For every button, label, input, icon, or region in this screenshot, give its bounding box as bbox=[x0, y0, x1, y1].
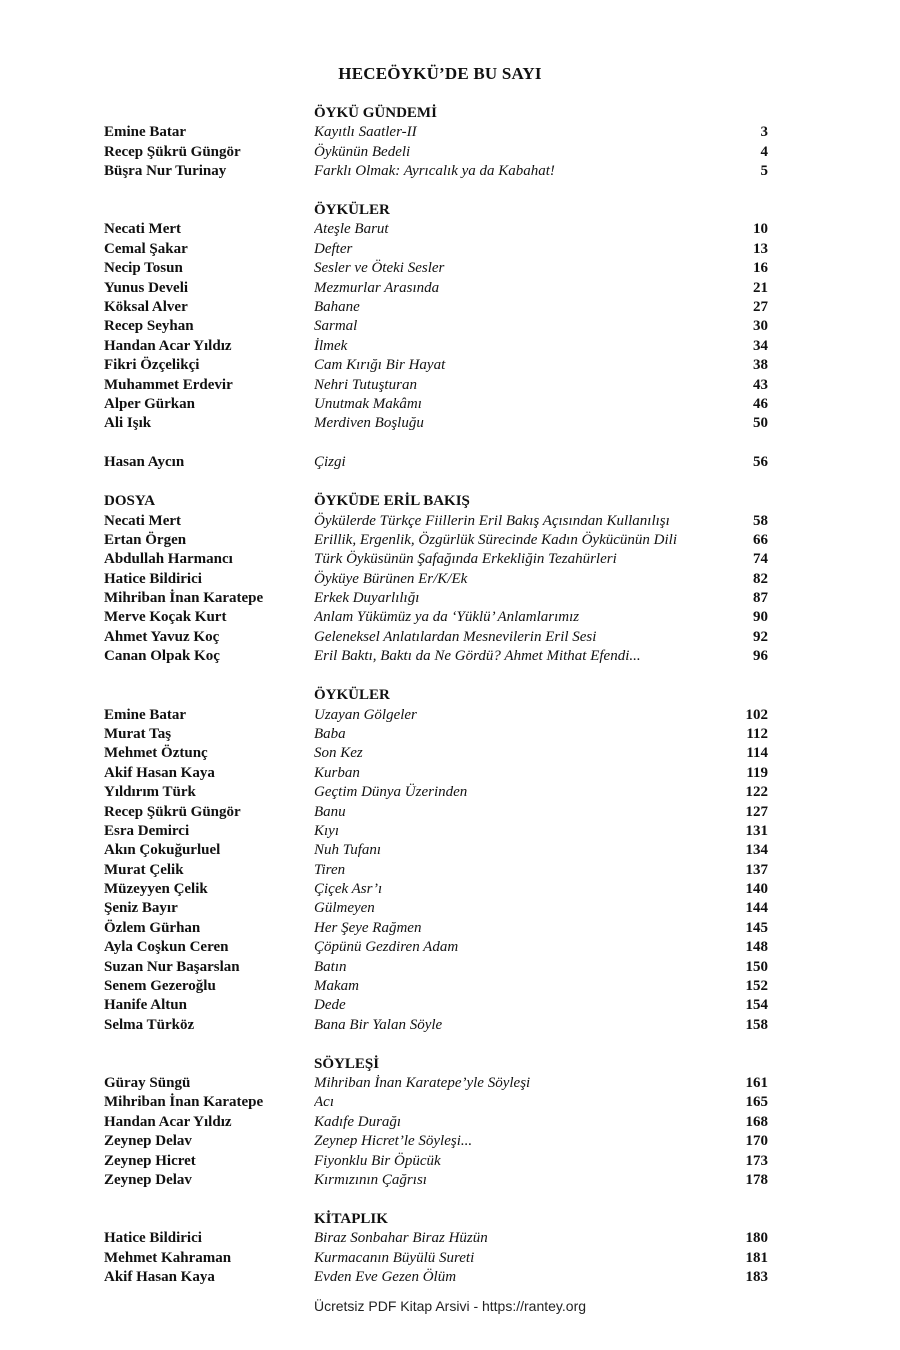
entry-author: Müzeyyen Çelik bbox=[104, 881, 208, 898]
section-heading: ÖYKÜDE ERİL BAKIŞ bbox=[314, 493, 470, 510]
entry-page: 181 bbox=[745, 1249, 768, 1266]
entry-title: Anlam Yükümüz ya da ‘Yüklü’ Anlamlarımız bbox=[314, 609, 580, 626]
entry-page: 58 bbox=[753, 512, 768, 529]
entry-title: Kurban bbox=[314, 764, 360, 781]
entry-page: 87 bbox=[753, 590, 768, 607]
entry-page: 168 bbox=[745, 1113, 768, 1130]
toc-section bbox=[104, 1210, 768, 1288]
entry-author: Hatice Bildirici bbox=[104, 1230, 202, 1247]
entry-page: 148 bbox=[745, 939, 768, 956]
toc-entry bbox=[104, 764, 768, 783]
entry-title: Acı bbox=[314, 1094, 334, 1111]
entry-page: 96 bbox=[753, 648, 768, 665]
toc-section bbox=[104, 686, 768, 1035]
entry-title: Öykülerde Türkçe Fiillerin Eril Bakış Açısından Kullanılışı bbox=[314, 512, 670, 529]
toc-entry bbox=[104, 1152, 768, 1171]
entry-author: Merve Koçak Kurt bbox=[104, 609, 227, 626]
toc-entry bbox=[104, 822, 768, 841]
entry-page: 50 bbox=[753, 415, 768, 432]
entry-page: 5 bbox=[760, 163, 768, 180]
section-heading-row bbox=[104, 201, 768, 220]
entry-title: Tiren bbox=[314, 861, 346, 878]
section-heading-row bbox=[104, 1055, 768, 1074]
entry-page: 161 bbox=[745, 1075, 768, 1092]
entry-page: 122 bbox=[745, 784, 768, 801]
entry-title: Sarmal bbox=[314, 318, 358, 335]
toc-entry bbox=[104, 880, 768, 899]
toc-entry bbox=[104, 1074, 768, 1093]
entry-author: Murat Taş bbox=[104, 725, 172, 742]
entry-title: Ateşle Barut bbox=[314, 221, 389, 238]
entry-page: 152 bbox=[745, 978, 768, 995]
toc-entry bbox=[104, 531, 768, 550]
entry-page: 178 bbox=[745, 1172, 768, 1189]
toc-entry bbox=[104, 1016, 768, 1035]
entry-title: Geçtim Dünya Üzerinden bbox=[314, 784, 468, 801]
toc-entry bbox=[104, 317, 768, 336]
section-label bbox=[104, 201, 314, 220]
section-heading: ÖYKÜLER bbox=[314, 202, 390, 219]
entry-title: İlmek bbox=[314, 337, 348, 354]
toc-entry bbox=[104, 356, 768, 375]
toc-entry bbox=[104, 744, 768, 763]
entry-author: Necati Mert bbox=[104, 221, 182, 238]
entry-title: Dede bbox=[314, 997, 346, 1014]
entry-title: Unutmak Makâmı bbox=[314, 395, 422, 412]
toc-entry bbox=[104, 143, 768, 162]
entry-author: Zeynep Delav bbox=[104, 1133, 192, 1150]
entry-title: Mihriban İnan Karatepe’yle Söyleşi bbox=[314, 1075, 531, 1092]
toc-entry bbox=[104, 453, 768, 472]
entry-title: Farklı Olmak: Ayrıcalık ya da Kabahat! bbox=[314, 163, 555, 180]
entry-author: Recep Seyhan bbox=[104, 318, 194, 335]
entry-author: Emine Batar bbox=[104, 124, 187, 141]
entry-page: 102 bbox=[745, 706, 768, 723]
toc-entry bbox=[104, 647, 768, 666]
entry-title: Kadıfe Durağı bbox=[314, 1113, 402, 1130]
toc-entry bbox=[104, 841, 768, 860]
entry-page: 173 bbox=[745, 1152, 768, 1169]
entry-author: Akın Çokuğurluel bbox=[104, 842, 221, 859]
entry-page: 134 bbox=[745, 842, 768, 859]
toc-entry bbox=[104, 162, 768, 181]
toc-entry bbox=[104, 337, 768, 356]
entry-title: Defter bbox=[314, 240, 353, 257]
entry-author: Suzan Nur Başarslan bbox=[104, 958, 240, 975]
entry-author: Ertan Örgen bbox=[104, 531, 187, 548]
toc-entry bbox=[104, 395, 768, 414]
toc-entry bbox=[104, 996, 768, 1015]
entry-page: 56 bbox=[753, 454, 768, 471]
entry-page: 144 bbox=[745, 900, 768, 917]
toc-entry bbox=[104, 1132, 768, 1151]
toc-entry bbox=[104, 550, 768, 569]
toc-entry bbox=[104, 803, 768, 822]
entry-page: 16 bbox=[753, 260, 768, 277]
entry-author: Murat Çelik bbox=[104, 861, 184, 878]
entry-title: Çizgi bbox=[314, 454, 346, 471]
entry-title: Zeynep Hicret’le Söyleşi... bbox=[314, 1133, 473, 1150]
entry-author: Canan Olpak Koç bbox=[104, 648, 220, 665]
toc-entry bbox=[104, 1113, 768, 1132]
entry-title: Öyküye Bürünen Er/K/Ek bbox=[314, 570, 468, 587]
entry-title: Kıyı bbox=[314, 822, 339, 839]
toc-entry bbox=[104, 608, 768, 627]
entry-author: Selma Türköz bbox=[104, 1016, 195, 1033]
entry-page: 145 bbox=[745, 919, 768, 936]
entry-author: Mihriban İnan Karatepe bbox=[104, 1094, 264, 1111]
entry-title: Nuh Tufanı bbox=[314, 842, 382, 859]
entry-author: Recep Şükrü Güngör bbox=[104, 143, 241, 160]
entry-author: Zeynep Hicret bbox=[104, 1152, 196, 1169]
entry-author: Esra Demirci bbox=[104, 822, 190, 839]
toc-entry bbox=[104, 977, 768, 996]
entry-title: Kırmızının Çağrısı bbox=[314, 1172, 427, 1189]
toc-entry bbox=[104, 938, 768, 957]
entry-author: Hasan Aycın bbox=[104, 454, 185, 471]
section-heading-row bbox=[104, 1210, 768, 1229]
toc-entry bbox=[104, 725, 768, 744]
entry-author: Köksal Alver bbox=[104, 299, 188, 316]
entry-title: Makam bbox=[314, 978, 359, 995]
entry-page: 27 bbox=[753, 299, 768, 316]
entry-page: 92 bbox=[753, 628, 768, 645]
entry-title: Nehri Tutuşturan bbox=[314, 376, 417, 393]
page-title: HECEÖYKÜ’DE BU SAYI bbox=[338, 64, 542, 83]
toc-section bbox=[104, 1055, 768, 1191]
section-heading-row bbox=[104, 492, 768, 511]
entry-author: Handan Acar Yıldız bbox=[104, 337, 232, 354]
entry-title: Mezmurlar Arasında bbox=[314, 279, 440, 296]
toc-entry bbox=[104, 1093, 768, 1112]
table-of-contents bbox=[104, 104, 768, 1307]
entry-page: 131 bbox=[745, 822, 768, 839]
entry-page: 74 bbox=[753, 551, 768, 568]
entry-page: 13 bbox=[753, 240, 768, 257]
entry-title: Kurmacanın Büyülü Sureti bbox=[314, 1249, 475, 1266]
entry-title: Gülmeyen bbox=[314, 900, 375, 917]
entry-author: Handan Acar Yıldız bbox=[104, 1113, 232, 1130]
entry-page: 154 bbox=[745, 997, 768, 1014]
entry-author: Necati Mert bbox=[104, 512, 182, 529]
toc-entry bbox=[104, 919, 768, 938]
entry-title: Geleneksel Anlatılardan Mesnevilerin Eril Sesi bbox=[314, 628, 597, 645]
section-heading-row bbox=[104, 104, 768, 123]
toc-entry bbox=[104, 589, 768, 608]
entry-title: Eril Baktı, Baktı da Ne Gördü? Ahmet Mithat Efendi... bbox=[314, 648, 641, 665]
entry-page: 38 bbox=[753, 357, 768, 374]
entry-page: 150 bbox=[745, 958, 768, 975]
entry-title: Bahane bbox=[314, 299, 360, 316]
entry-title: Evden Eve Gezen Ölüm bbox=[314, 1269, 457, 1286]
entry-title: Biraz Sonbahar Biraz Hüzün bbox=[314, 1230, 488, 1247]
entry-page: 10 bbox=[753, 221, 768, 238]
entry-author: Muhammet Erdevir bbox=[104, 376, 233, 393]
entry-author: Akif Hasan Kaya bbox=[104, 764, 215, 781]
section-label bbox=[104, 1055, 314, 1074]
entry-author: Ali Işık bbox=[104, 415, 152, 432]
section-label: DOSYA bbox=[104, 493, 156, 510]
entry-author: Ahmet Yavuz Koç bbox=[104, 628, 220, 645]
entry-page: 165 bbox=[745, 1094, 768, 1111]
toc-entry bbox=[104, 123, 768, 142]
entry-author: Özlem Gürhan bbox=[104, 919, 201, 936]
section-heading-row bbox=[104, 686, 768, 705]
toc-entry bbox=[104, 783, 768, 802]
section-label bbox=[104, 104, 314, 123]
entry-author: Necip Tosun bbox=[104, 260, 183, 277]
entry-author: Mehmet Kahraman bbox=[104, 1249, 232, 1266]
entry-title: Batın bbox=[314, 958, 347, 975]
toc-section bbox=[104, 453, 768, 472]
entry-page: 180 bbox=[745, 1230, 768, 1247]
entry-author: Yıldırım Türk bbox=[104, 784, 196, 801]
entry-author: Mihriban İnan Karatepe bbox=[104, 590, 264, 607]
entry-page: 34 bbox=[753, 337, 768, 354]
entry-author: Akif Hasan Kaya bbox=[104, 1269, 215, 1286]
entry-author: Hatice Bildirici bbox=[104, 570, 202, 587]
entry-page: 127 bbox=[745, 803, 768, 820]
entry-title: Erillik, Ergenlik, Özgürlük Sürecinde Kadın Öykücünün Dili bbox=[314, 531, 677, 548]
toc-entry bbox=[104, 1171, 768, 1190]
toc-entry bbox=[104, 1268, 768, 1287]
entry-title: Son Kez bbox=[314, 745, 363, 762]
toc-entry bbox=[104, 259, 768, 278]
entry-page: 90 bbox=[753, 609, 768, 626]
section-heading: SÖYLEŞİ bbox=[314, 1055, 380, 1072]
toc-entry bbox=[104, 240, 768, 259]
entry-title: Cam Kırığı Bir Hayat bbox=[314, 357, 446, 374]
toc-section bbox=[104, 492, 768, 667]
entry-author: Hanife Altun bbox=[104, 997, 187, 1014]
entry-page: 183 bbox=[745, 1269, 768, 1286]
entry-title: Merdiven Boşluğu bbox=[314, 415, 424, 432]
entry-title: Sesler ve Öteki Sesler bbox=[314, 260, 445, 277]
entry-page: 43 bbox=[753, 376, 768, 393]
toc-section bbox=[104, 201, 768, 434]
entry-page: 137 bbox=[745, 861, 768, 878]
entry-author: Abdullah Harmancı bbox=[104, 551, 233, 568]
entry-page: 112 bbox=[746, 725, 768, 742]
entry-title: Çiçek Asr’ı bbox=[314, 881, 383, 898]
toc-entry bbox=[104, 279, 768, 298]
entry-page: 114 bbox=[746, 745, 768, 762]
entry-page: 21 bbox=[753, 279, 768, 296]
entry-author: Mehmet Öztunç bbox=[104, 745, 208, 762]
entry-page: 66 bbox=[753, 531, 768, 548]
entry-title: Öykünün Bedeli bbox=[314, 143, 411, 160]
toc-entry bbox=[104, 1229, 768, 1248]
entry-page: 30 bbox=[753, 318, 768, 335]
entry-title: Uzayan Gölgeler bbox=[314, 706, 417, 723]
section-heading: ÖYKÜ GÜNDEMİ bbox=[314, 105, 437, 121]
entry-page: 4 bbox=[760, 143, 768, 160]
entry-author: Emine Batar bbox=[104, 706, 187, 723]
entry-page: 140 bbox=[745, 881, 768, 898]
entry-title: Her Şeye Rağmen bbox=[314, 919, 422, 936]
entry-author: Şeniz Bayır bbox=[104, 900, 178, 917]
toc-entry bbox=[104, 512, 768, 531]
entry-title: Bana Bir Yalan Söyle bbox=[314, 1016, 443, 1033]
toc-entry bbox=[104, 861, 768, 880]
entry-title: Kayıtlı Saatler-II bbox=[314, 124, 417, 141]
entry-author: Cemal Şakar bbox=[104, 240, 188, 257]
entry-author: Zeynep Delav bbox=[104, 1172, 192, 1189]
toc-entry bbox=[104, 570, 768, 589]
toc-entry bbox=[104, 220, 768, 239]
entry-author: Ayla Coşkun Ceren bbox=[104, 939, 229, 956]
entry-author: Yunus Develi bbox=[104, 279, 189, 296]
section-label bbox=[104, 1210, 314, 1229]
entry-page: 82 bbox=[753, 570, 768, 587]
toc-entry bbox=[104, 706, 768, 725]
entry-title: Çöpünü Gezdiren Adam bbox=[314, 939, 459, 956]
toc-entry bbox=[104, 1249, 768, 1268]
section-label bbox=[104, 686, 314, 705]
entry-title: Baba bbox=[314, 725, 346, 742]
entry-author: Büşra Nur Turinay bbox=[104, 163, 227, 180]
entry-page: 3 bbox=[760, 124, 768, 141]
toc-section bbox=[104, 104, 768, 182]
entry-title: Erkek Duyarlılığı bbox=[314, 590, 420, 607]
entry-author: Fikri Özçelikçi bbox=[104, 357, 200, 374]
toc-entry bbox=[104, 298, 768, 317]
entry-author: Recep Şükrü Güngör bbox=[104, 803, 241, 820]
footer-text: Ücretsiz PDF Kitap Arsivi - https://rantey.org bbox=[313, 1298, 587, 1314]
toc-entry bbox=[104, 958, 768, 977]
entry-page: 119 bbox=[746, 764, 768, 781]
entry-page: 158 bbox=[745, 1016, 768, 1033]
toc-entry bbox=[104, 628, 768, 647]
entry-title: Fiyonklu Bir Öpücük bbox=[314, 1152, 441, 1169]
entry-page: 46 bbox=[753, 395, 768, 412]
entry-page: 170 bbox=[745, 1133, 768, 1150]
entry-title: Türk Öyküsünün Şafağında Erkekliğin Tezahürleri bbox=[314, 551, 617, 568]
toc-entry bbox=[104, 899, 768, 918]
entry-title: Banu bbox=[314, 803, 346, 820]
entry-author: Senem Gezeroğlu bbox=[104, 978, 216, 995]
toc-entry bbox=[104, 414, 768, 433]
section-heading: ÖYKÜLER bbox=[314, 687, 390, 704]
toc-entry bbox=[104, 376, 768, 395]
entry-author: Alper Gürkan bbox=[104, 395, 195, 412]
section-heading: KİTAPLIK bbox=[314, 1210, 388, 1227]
entry-author: Güray Süngü bbox=[104, 1075, 191, 1092]
